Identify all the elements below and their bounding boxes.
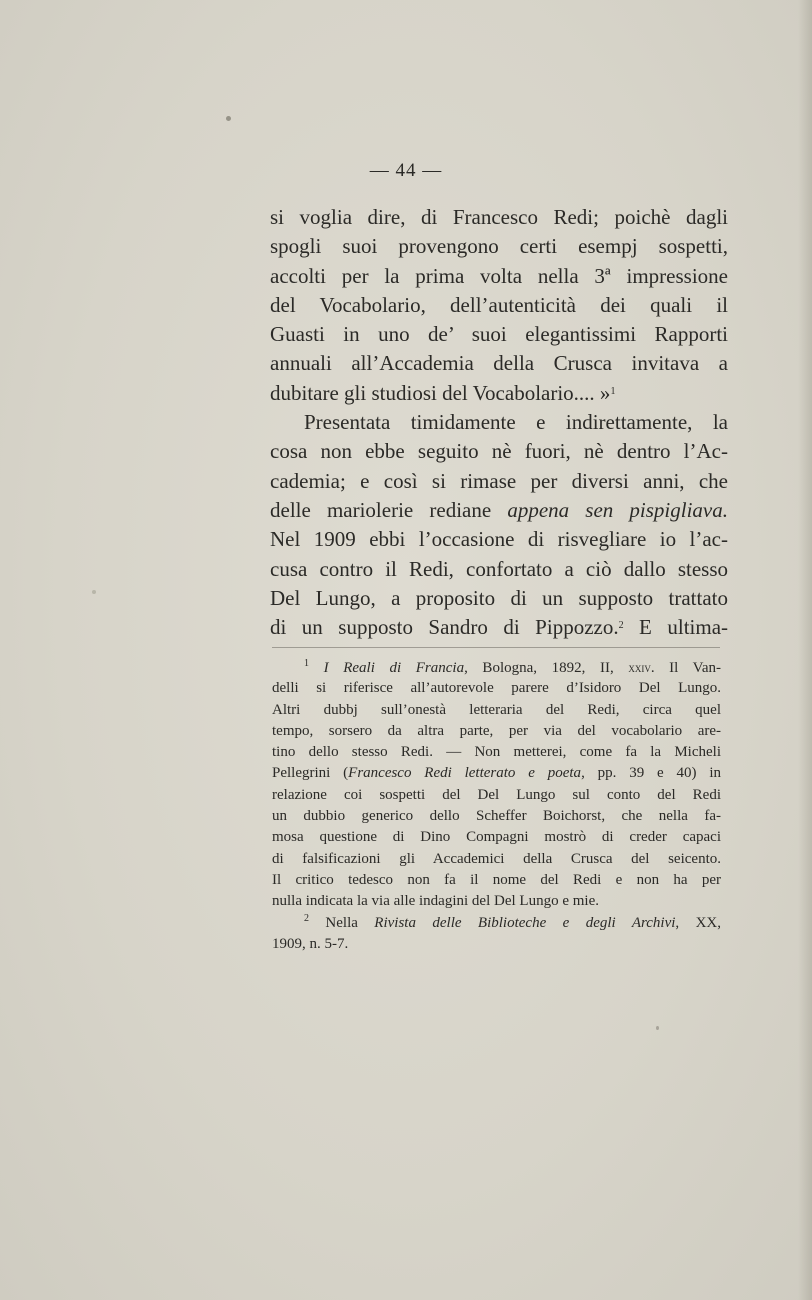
body-line: Del Lungo, a proposito di un supposto trattato xyxy=(270,585,728,610)
italic-phrase: appena sen pispigliava. xyxy=(507,497,728,522)
footnote-rule xyxy=(272,647,720,648)
footnote-marker: 2 xyxy=(304,912,309,924)
footnote-line: tino dello stesso Redi. — Non metterei, come fa la Micheli xyxy=(272,744,721,761)
footnote-line: tempo, sorsero da altra parte, per via del vocabolario are- xyxy=(272,722,721,739)
footnote-line: 1909, n. 5-7. xyxy=(272,935,349,952)
footnotes xyxy=(272,657,721,955)
body-line: del Vocabolario, dell’autenticità dei quali il xyxy=(270,292,728,317)
footnote-ref: 1 xyxy=(610,385,616,397)
body-line: cademia; e così si rimase per diversi anni, che xyxy=(270,468,728,493)
foxing-spot xyxy=(226,116,231,121)
page-edge-shadow xyxy=(798,0,812,1300)
footnote-line: un dubbio generico dello Scheffer Boichorst, che nella fa- xyxy=(272,808,721,825)
page-number: — 44 — xyxy=(369,160,443,181)
footnote-marker: 1 xyxy=(304,658,309,669)
footnote-line: relazione coi sospetti del Del Lungo sul conto del Redi xyxy=(272,786,721,803)
body-line: Nel 1909 ebbi l’occasione di risvegliare io l’ac- xyxy=(270,527,728,552)
footnote-line: Il critico tedesco non fa il nome del Redi e non ha per xyxy=(272,871,721,888)
body-line: Guasti in uno de’ suoi elegantissimi Rapporti xyxy=(270,322,728,347)
footnote-line: nulla indicata la via alle indagini del Del Lungo e mie. xyxy=(272,893,599,910)
footnote-line: $^2$ Nella Rivista delle Biblioteche e degli Archivi, XX, xyxy=(304,912,721,931)
footnote-line: mosa questione di Dino Compagni mostrò di creder capaci xyxy=(272,829,721,846)
footnote-line: Pellegrini (Francesco Redi letterato e poeta, pp. 39 e 40) in xyxy=(272,765,722,782)
body-line: Presentata timidamente e indirettamente, la xyxy=(304,410,728,435)
footnote-line: delli si riferisce all’autorevole parere d’Isidoro Del Lungo. xyxy=(272,680,721,697)
body-line: di un supposto Sandro di Pippozzo.$^2$ E ultima- xyxy=(270,615,729,640)
body-line: si voglia dire, di Francesco Redi; poichè dagli xyxy=(270,205,728,229)
foxing-spot xyxy=(92,590,96,594)
body-text xyxy=(270,203,728,642)
footnote-line: di falsificazioni gli Accademici della Crusca del seicento. xyxy=(272,850,721,867)
footnote-line: Altri dubbj sull’onestà letteraria del Redi, circa quel xyxy=(272,701,721,718)
foxing-spot xyxy=(656,1026,659,1030)
body-line: dubitare gli studiosi del Vocabolario.... »$^1$ xyxy=(270,380,616,405)
body-line: spogli suoi provengono certi esempj sospetti, xyxy=(270,234,728,259)
body-line: cosa non ebbe seguito nè fuori, nè dentro l’Ac- xyxy=(270,439,728,464)
body-line: cusa contro il Redi, confortato a ciò dallo stesso xyxy=(270,556,728,581)
footnote-line: $^1$ I Reali di Francia, Bologna, 1892, II, xxiv. Il Van- xyxy=(304,658,722,676)
footnote-ref: 2 xyxy=(618,620,624,632)
body-line: accolti per la prima volta nella 3ª impressione xyxy=(270,263,728,288)
body-line: delle mariolerie rediane appena sen pispigliava. xyxy=(270,497,728,522)
body-line: annuali all’Accademia della Crusca invitava a xyxy=(270,351,728,376)
